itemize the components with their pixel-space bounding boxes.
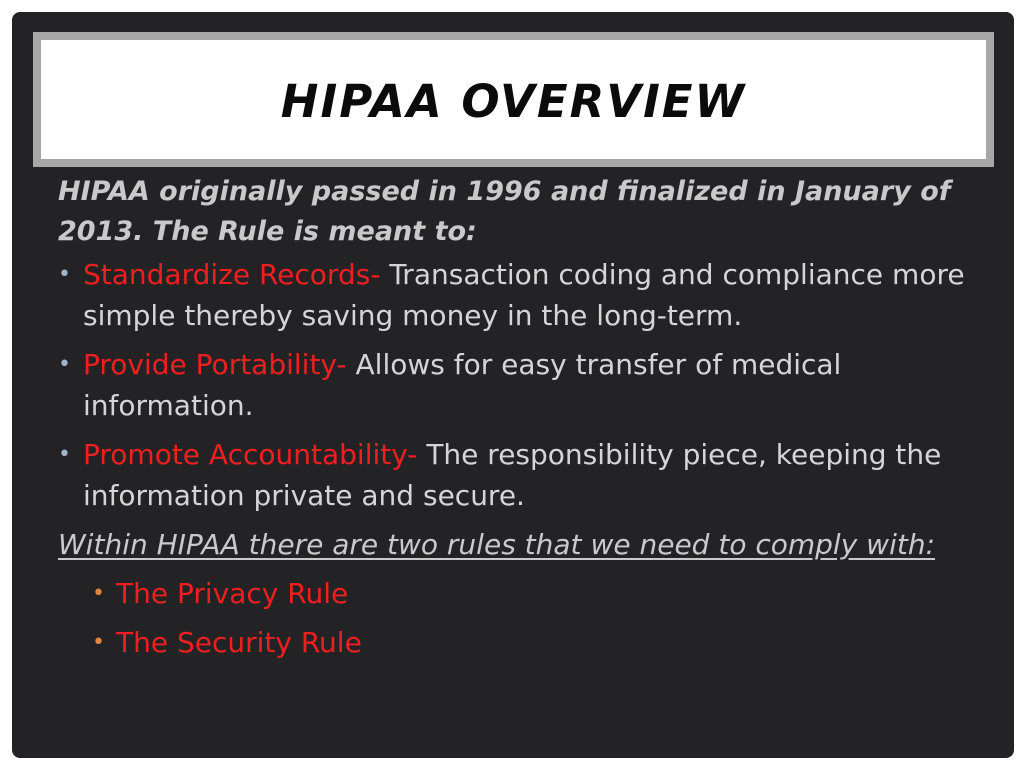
bullet-label: Promote Accountability- bbox=[83, 438, 418, 471]
bullet-dot-icon: • bbox=[58, 352, 71, 377]
bullet-provide-portability bbox=[58, 344, 1008, 426]
bullet-standardize-records bbox=[58, 254, 1008, 336]
bullet-dot-icon: • bbox=[58, 262, 71, 287]
sub-bullet-dot-icon: • bbox=[92, 630, 105, 655]
slide-title: HIPAA OVERVIEW bbox=[280, 75, 747, 128]
slide-body bbox=[58, 172, 1008, 667]
rule-label: The Security Rule bbox=[116, 626, 362, 659]
bullet-promote-accountability bbox=[58, 434, 1008, 516]
bullet-label: Provide Portability- bbox=[83, 348, 347, 381]
sub-bullet-dot-icon: • bbox=[92, 581, 105, 606]
bullet-text: Transaction coding and compliance more simple thereby saving money in the long-term. bbox=[83, 258, 965, 332]
rule-item-privacy bbox=[58, 569, 1008, 618]
rule-item-security bbox=[58, 618, 1008, 667]
bullet-dot-icon: • bbox=[58, 442, 71, 467]
bullet-text: The responsibility piece, keeping the information private and secure. bbox=[83, 438, 942, 512]
title-frame bbox=[33, 32, 994, 167]
slide bbox=[12, 12, 1014, 758]
bullet-label: Standardize Records- bbox=[83, 258, 381, 291]
intro-text: HIPAA originally passed in 1996 and finalized in January of 2013. The Rule is meant to: bbox=[58, 176, 951, 247]
bullet-text: Allows for easy transfer of medical information. bbox=[83, 348, 842, 422]
rule-label: The Privacy Rule bbox=[116, 577, 349, 610]
rules-heading: Within HIPAA there are two rules that we need to comply with: bbox=[58, 528, 936, 561]
title-box bbox=[41, 40, 986, 159]
